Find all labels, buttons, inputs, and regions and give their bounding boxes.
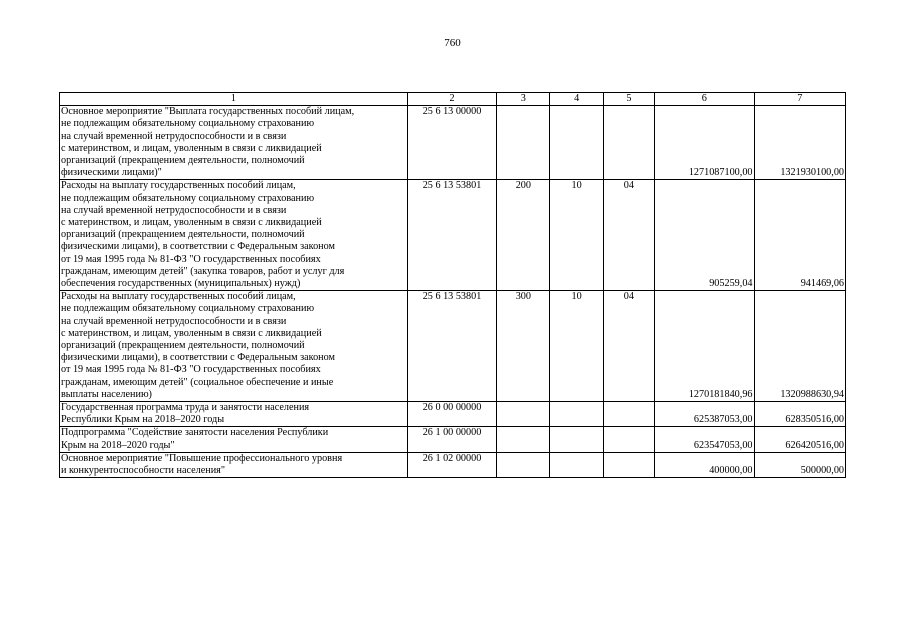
amount-col6: 400000,00 [655,452,755,477]
table-row [60,427,846,452]
item-name: Основное мероприятие "Повышение профессионального уровня и конкурентоспособности населения" [60,452,408,477]
table-row [60,452,846,477]
target-code: 25 6 13 53801 [407,291,496,402]
item-name: Государственная программа труда и занятости населения Республики Крым на 2018–2020 годы [60,402,408,427]
amount-col7: 941469,06 [754,180,846,291]
target-code: 26 1 02 00000 [407,452,496,477]
column-number: 7 [754,93,846,106]
item-name: Основное мероприятие "Выплата государственных пособий лицам, не подлежащим обязательному социальному страхованию на случай временной нетрудоспособности и в связи с материнством, и лицам, уволенным в связи с ликвидацией организаций (прекращением деятельности, полномочий физическими лицами)" [60,106,408,180]
expense-type [497,106,550,180]
section [550,427,603,452]
table-row [60,106,846,180]
amount-col6: 1271087100,00 [655,106,755,180]
section [550,452,603,477]
subsection [603,452,654,477]
target-code: 26 0 00 00000 [407,402,496,427]
column-number: 2 [407,93,496,106]
expense-type [497,452,550,477]
amount-col6: 625387053,00 [655,402,755,427]
section [550,106,603,180]
section: 10 [550,291,603,402]
expense-type [497,402,550,427]
expense-type [497,427,550,452]
amount-col7: 1321930100,00 [754,106,846,180]
table-row [60,402,846,427]
subsection: 04 [603,180,654,291]
item-name: Подпрограмма "Содействие занятости населения Республики Крым на 2018–2020 годы" [60,427,408,452]
column-number: 5 [603,93,654,106]
subsection [603,427,654,452]
amount-col7: 626420516,00 [754,427,846,452]
item-name: Расходы на выплату государственных пособий лицам, не подлежащим обязательному социальному страхованию на случай временной нетрудоспособности и в связи с материнством, и лицам, уволенным в связи с ликвидацией организаций (прекращением деятельности, полномочий физическими лицами), в соответствии с Федеральным законом от 19 мая 1995 года № 81-ФЗ "О государственных пособиях гражданам, имеющим детей" (закупка товаров, работ и услуг для обеспечения государственных (муниципальных) нужд) [60,180,408,291]
target-code: 25 6 13 00000 [407,106,496,180]
expense-type: 300 [497,291,550,402]
section [550,402,603,427]
amount-col7: 1320988630,94 [754,291,846,402]
table-row [60,291,846,402]
page-number: 760 [444,37,461,49]
target-code: 25 6 13 53801 [407,180,496,291]
column-number: 3 [497,93,550,106]
table-row [60,180,846,291]
expense-type: 200 [497,180,550,291]
amount-col7: 500000,00 [754,452,846,477]
amount-col6: 1270181840,96 [655,291,755,402]
column-number: 4 [550,93,603,106]
amount-col6: 623547053,00 [655,427,755,452]
subsection [603,106,654,180]
section: 10 [550,180,603,291]
target-code: 26 1 00 00000 [407,427,496,452]
budget-table [59,92,846,478]
column-number: 1 [60,93,408,106]
amount-col6: 905259,04 [655,180,755,291]
column-number: 6 [655,93,755,106]
subsection: 04 [603,291,654,402]
table-header-row [60,93,846,106]
item-name: Расходы на выплату государственных пособий лицам, не подлежащим обязательному социальному страхованию на случай временной нетрудоспособности и в связи с материнством, и лицам, уволенным в связи с ликвидацией организаций (прекращением деятельности, полномочий физическими лицами), в соответствии с Федеральным законом от 19 мая 1995 года № 81-ФЗ "О государственных пособиях гражданам, имеющим детей" (социальное обеспечение и иные выплаты населению) [60,291,408,402]
amount-col7: 628350516,00 [754,402,846,427]
subsection [603,402,654,427]
